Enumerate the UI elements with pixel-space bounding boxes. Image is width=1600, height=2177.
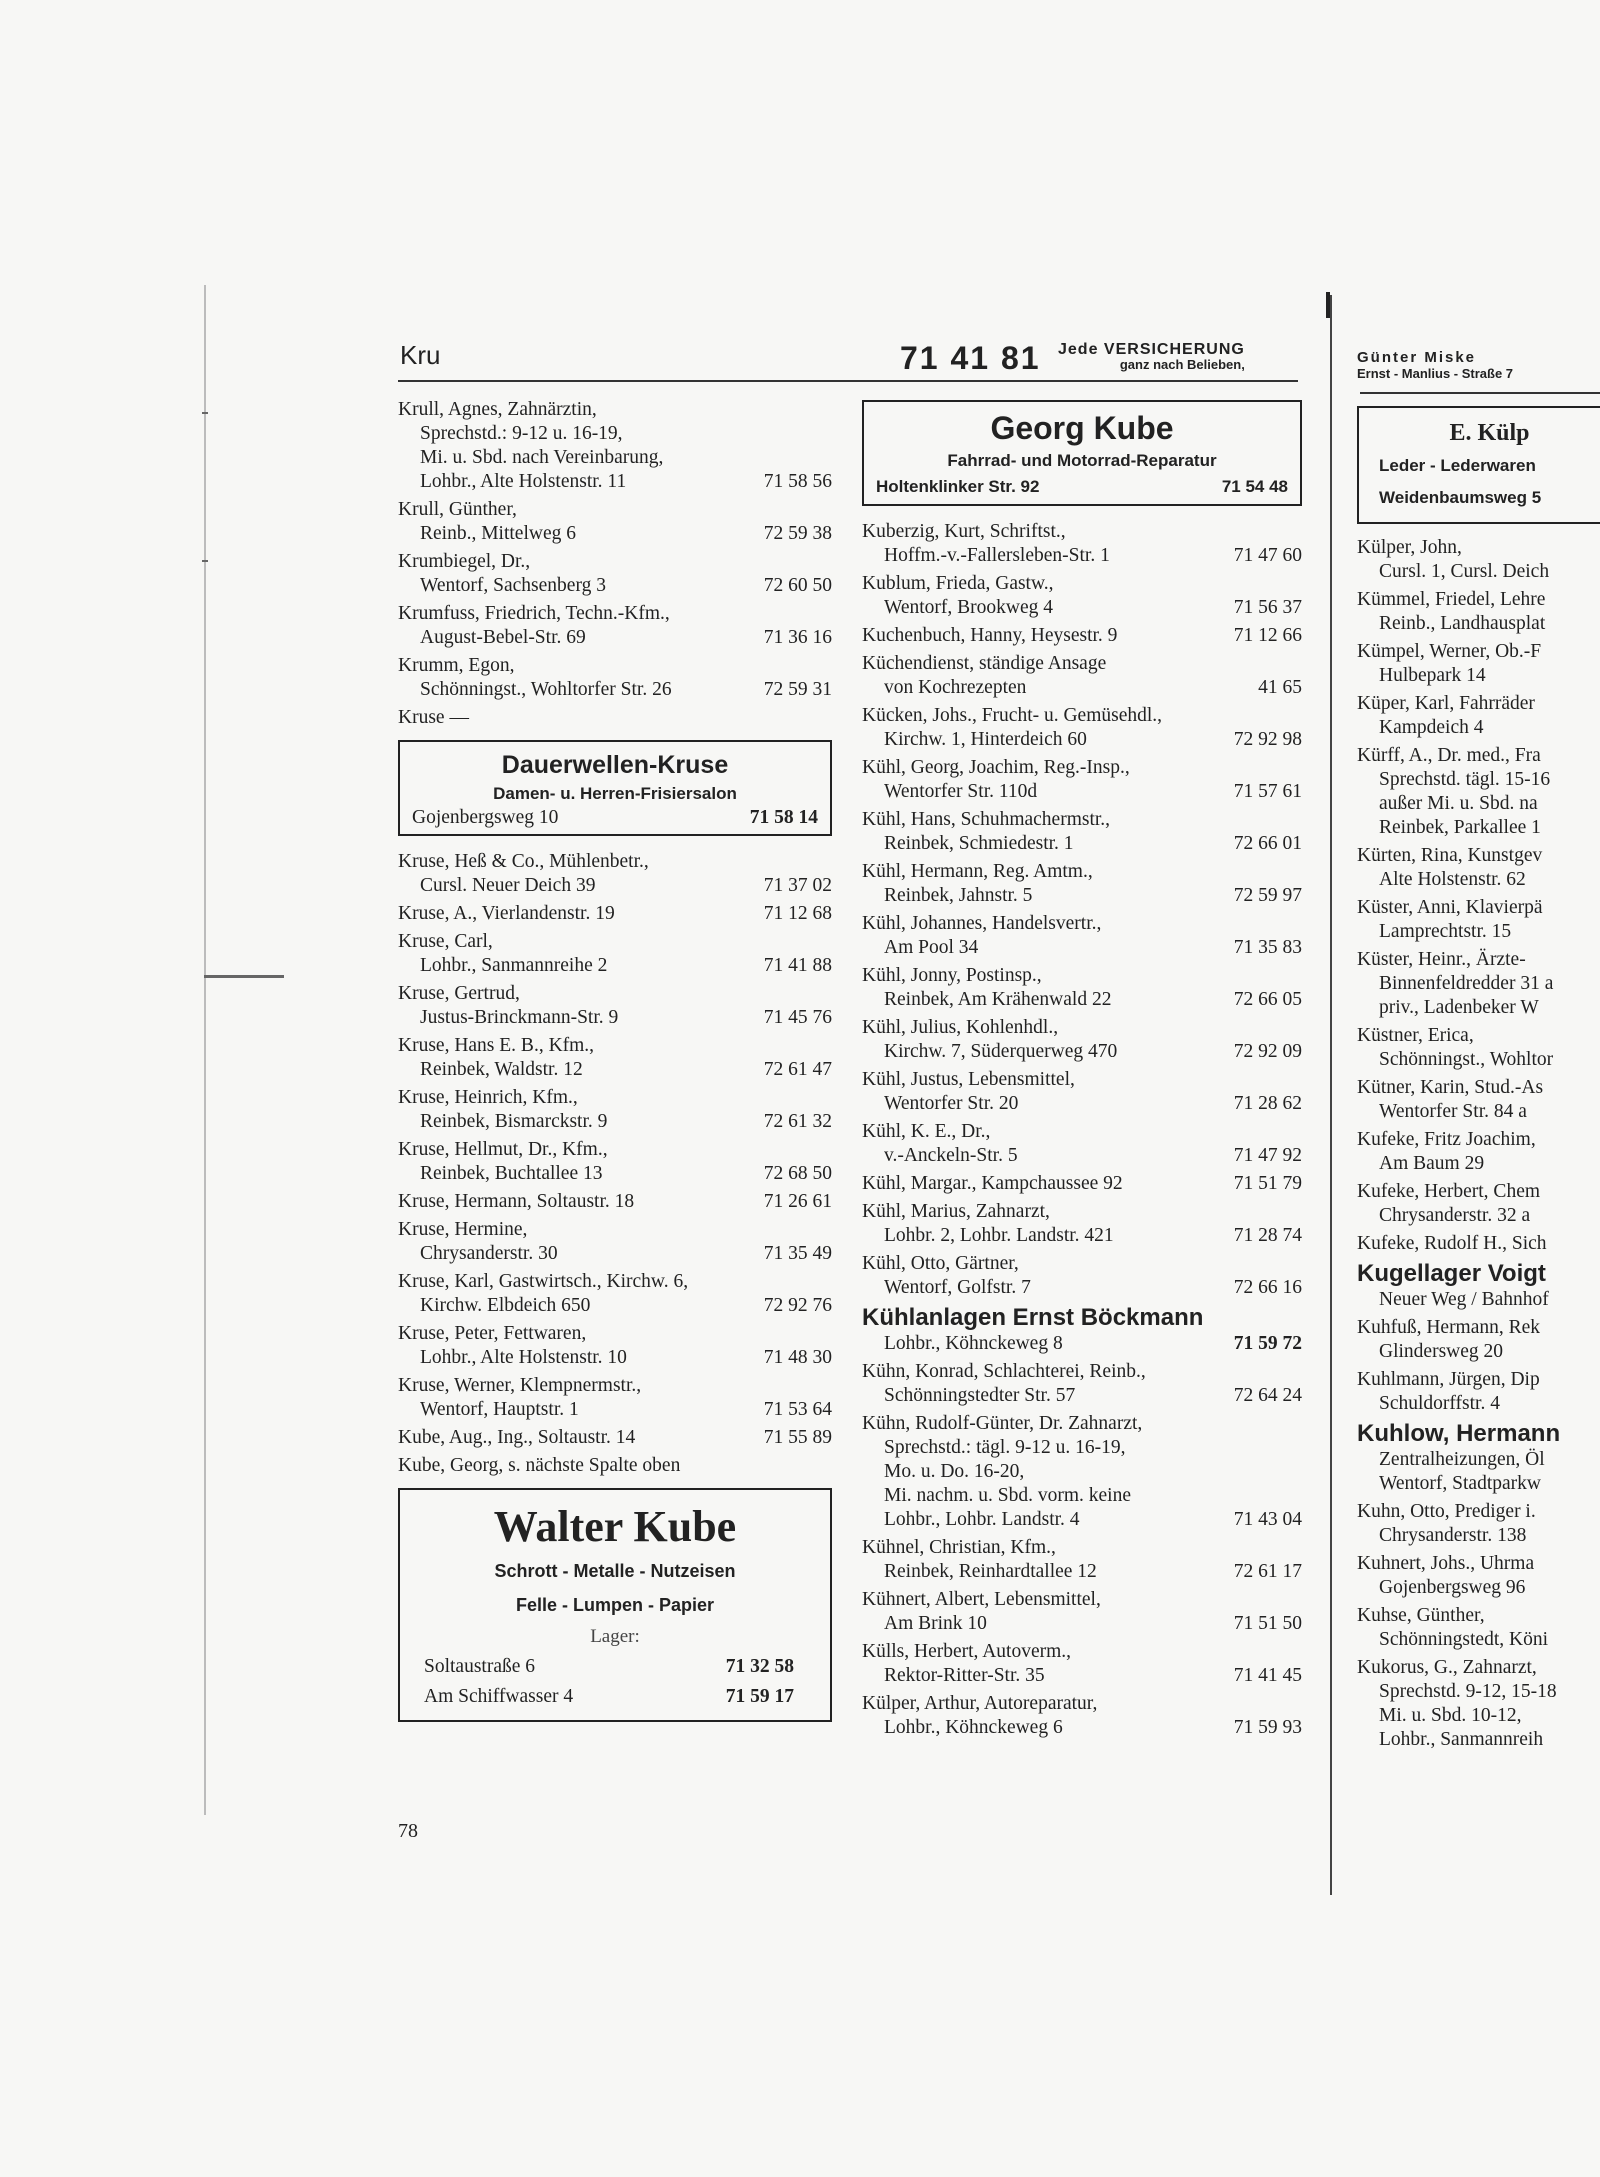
entry-name: Kuhn, Otto, Prediger i. — [1357, 1501, 1536, 1522]
directory-entry — [862, 1172, 1302, 1196]
entry-detail: Hulbepark 14 — [1379, 665, 1486, 686]
entry-detail: Cursl. 1, Cursl. Deich — [1379, 561, 1550, 582]
entry-phone: 71 51 79 — [1233, 1173, 1302, 1194]
entry-name: Küchendienst, ständige Ansage — [862, 653, 1107, 674]
entry-name: Kruse, Hans E. B., Kfm., — [398, 1035, 595, 1056]
listing-line: Wentorf, Stadtparkw — [1379, 1473, 1541, 1494]
entry-detail: Lamprechtstr. 15 — [1379, 921, 1512, 942]
entry-name: Kruse, Hellmut, Dr., Kfm., — [398, 1139, 608, 1160]
directory-entry — [862, 1068, 1302, 1116]
entry-phone: 71 53 64 — [763, 1399, 832, 1420]
directory-entry — [862, 572, 1302, 620]
directory-entry — [398, 1138, 832, 1186]
entry-name: Kufeke, Herbert, Chem — [1357, 1181, 1541, 1202]
entry-name: Kube, Aug., Ing., Soltaustr. 14 — [398, 1427, 636, 1448]
entry-name: Kruse, Hermann, Soltaustr. 18 — [398, 1191, 635, 1212]
entry-name: Kühn, Rudolf-Günter, Dr. Zahnarzt, — [862, 1413, 1143, 1434]
entry-detail: priv., Ladenbeker W — [1379, 997, 1539, 1018]
entry-name: Kühl, Justus, Lebensmittel, — [862, 1069, 1075, 1090]
directory-entry — [398, 1086, 832, 1134]
entry-name: Kube, Georg, s. nächste Spalte oben — [398, 1455, 681, 1476]
entry-name: Kruse, Heß & Co., Mühlenbetr., — [398, 851, 649, 872]
entry-name: Kruse, Hermine, — [398, 1219, 528, 1240]
ad-lager-label: Lager: — [590, 1626, 640, 1647]
entry-phone: 71 41 45 — [1233, 1665, 1302, 1686]
entry-detail: Reinbek, Schmiedestr. 1 — [884, 833, 1074, 854]
entry-name: Kuhnert, Johs., Uhrma — [1357, 1553, 1535, 1574]
entry-phone: 72 59 97 — [1233, 885, 1302, 906]
directory-entry — [398, 1270, 832, 1318]
directory-entry — [862, 704, 1302, 752]
directory-entry — [862, 652, 1302, 700]
entry-name: Krull, Agnes, Zahnärztin, — [398, 399, 597, 420]
entry-phone: 72 92 09 — [1233, 1041, 1302, 1062]
entry-name: Kücken, Johs., Frucht- u. Gemüsehdl., — [862, 705, 1163, 726]
entry-detail: Lohbr., Sanmannreih — [1379, 1729, 1544, 1750]
entry-detail: Glindersweg 20 — [1379, 1341, 1504, 1362]
entry-detail: Reinbek, Buchtallee 13 — [420, 1163, 603, 1184]
entry-name: Kühn, Konrad, Schlachterei, Reinb., — [862, 1361, 1146, 1382]
ad-address: Weidenbaumsweg 5 — [1379, 488, 1542, 507]
entry-detail: Chrysanderstr. 30 — [420, 1243, 558, 1264]
entry-name: Kühnel, Christian, Kfm., — [862, 1537, 1056, 1558]
directory-entry — [862, 808, 1302, 856]
header-ad-line1: Jede VERSICHERUNG — [1058, 341, 1245, 358]
entry-detail: Reinb., Mittelweg 6 — [420, 523, 576, 544]
directory-entry — [398, 398, 832, 494]
entry-name: Kruse, Carl, — [398, 931, 493, 952]
entry-detail: Kirchw. 1, Hinterdeich 60 — [884, 729, 1087, 750]
entry-detail: Kirchw. Elbdeich 650 — [420, 1295, 591, 1316]
entry-phone: 71 57 61 — [1233, 781, 1302, 802]
entry-detail: Lohbr. 2, Lohbr. Landstr. 421 — [884, 1225, 1114, 1246]
entry-name: Kuchenbuch, Hanny, Heysestr. 9 — [862, 625, 1118, 646]
directory-entry — [862, 1360, 1302, 1408]
ad-kuelper — [1357, 406, 1600, 524]
entry-phone: 72 66 16 — [1233, 1277, 1302, 1298]
directory-entry — [398, 930, 832, 978]
entry-phone: 71 48 30 — [763, 1347, 832, 1368]
entry-detail: Schönningst., Wohltor — [1379, 1049, 1554, 1070]
ad-address-row — [864, 474, 1300, 500]
entry-phone: 71 35 83 — [1233, 937, 1302, 958]
listing-title: Kühlanlagen Ernst Böckmann — [862, 1304, 1204, 1331]
directory-entry — [398, 1454, 832, 1478]
entries-b — [862, 1360, 1302, 1740]
directory-entry — [862, 1536, 1302, 1584]
entry-phone: 71 43 04 — [1233, 1509, 1302, 1530]
entries-b — [1357, 1316, 1600, 1416]
entry-phone: 72 59 38 — [763, 523, 832, 544]
scan-artifact — [204, 975, 284, 978]
directory-entry — [1357, 1180, 1600, 1228]
running-header: Kru — [400, 340, 441, 370]
entry-name: Kühl, Otto, Gärtner, — [862, 1253, 1019, 1274]
entry-name: Kruse, Heinrich, Kfm., — [398, 1087, 578, 1108]
listing-line: Zentralheizungen, Öl — [1379, 1449, 1545, 1470]
entry-detail: Reinb., Landhausplat — [1379, 613, 1546, 634]
directory-entry — [398, 1190, 832, 1214]
entry-name: Kühl, Julius, Kohlenhdl., — [862, 1017, 1059, 1038]
directory-entry — [862, 1588, 1302, 1636]
directory-entry — [398, 1034, 832, 1082]
ad-address-row — [400, 806, 830, 830]
directory-entry — [1357, 1232, 1600, 1256]
listing-title: Kugellager Voigt — [1357, 1260, 1546, 1287]
entry-name: Kuhlmann, Jürgen, Dip — [1357, 1369, 1540, 1390]
entry-detail: Lohbr., Alte Holstenstr. 10 — [420, 1347, 627, 1368]
entry-detail: Reinbek, Reinhardtallee 12 — [884, 1561, 1097, 1582]
entry-detail: Chrysanderstr. 138 — [1379, 1525, 1527, 1546]
entry-detail: Wentorf, Golfstr. 7 — [884, 1277, 1031, 1298]
entry-name: Kühnert, Albert, Lebensmittel, — [862, 1589, 1101, 1610]
directory-entry — [862, 1412, 1302, 1532]
entry-phone: 41 65 — [1258, 677, 1302, 698]
ad-walter-kube — [398, 1488, 832, 1722]
header-ad-name: Günter Miske — [1357, 350, 1477, 366]
entry-detail: Mo. u. Do. 16-20, — [884, 1461, 1025, 1482]
entry-name: Kühl, Margar., Kampchaussee 92 — [862, 1173, 1123, 1194]
entry-detail: Am Pool 34 — [884, 937, 979, 958]
entry-detail: Reinbek, Bismarckstr. 9 — [420, 1111, 608, 1132]
directory-entry — [398, 498, 832, 546]
entry-name: Külper, John, — [1357, 537, 1462, 558]
entry-phone: 71 47 60 — [1233, 545, 1302, 566]
entry-name: Kümmel, Friedel, Lehre — [1357, 589, 1546, 610]
entry-phone: 72 61 17 — [1233, 1561, 1302, 1582]
scan-artifact — [202, 560, 208, 562]
entry-detail: Gojenbergsweg 96 — [1379, 1577, 1526, 1598]
entry-detail: Schönningstedt, Köni — [1379, 1629, 1548, 1650]
directory-entry — [862, 1016, 1302, 1064]
entry-name: Krull, Günther, — [398, 499, 517, 520]
entry-name: Kruse, Peter, Fettwaren, — [398, 1323, 587, 1344]
entry-detail: Lohbr., Köhnckeweg 6 — [884, 1717, 1063, 1738]
scan-artifact — [202, 412, 208, 414]
entry-detail: Sprechstd. 9-12, 15-18 — [1379, 1681, 1557, 1702]
entry-detail: Lohbr., Alte Holstenstr. 11 — [420, 471, 627, 492]
directory-entry — [398, 982, 832, 1030]
directory-entry — [398, 1322, 832, 1370]
entry-detail: Reinbek, Waldstr. 12 — [420, 1059, 583, 1080]
entry-name: Kruse, Gertrud, — [398, 983, 520, 1004]
ad-phone: 71 54 48 — [1221, 477, 1288, 496]
ad-georg-kube — [862, 400, 1302, 506]
directory-entry — [398, 550, 832, 598]
entry-phone: 71 37 02 — [763, 875, 832, 896]
entry-detail: v.-Anckeln-Str. 5 — [884, 1145, 1018, 1166]
column-2 — [862, 400, 1302, 1744]
entry-phone: 71 12 68 — [763, 903, 832, 924]
directory-entry — [1357, 844, 1600, 892]
column3-header-ad — [1357, 350, 1600, 382]
entry-name: Kühl, Johannes, Handelsvertr., — [862, 913, 1102, 934]
entry-detail: Sprechstd.: tägl. 9-12 u. 16-19, — [884, 1437, 1126, 1458]
entries-a — [1357, 536, 1600, 1256]
column-1 — [398, 398, 832, 1736]
column-3 — [1357, 350, 1600, 1756]
entry-name: Kühl, Hans, Schuhmachermstr., — [862, 809, 1111, 830]
entry-name: Küster, Anni, Klavierpä — [1357, 897, 1543, 918]
entry-detail: Rektor-Ritter-Str. 35 — [884, 1665, 1045, 1686]
entry-phone: 72 66 01 — [1233, 833, 1302, 854]
ad-address: Holtenklinker Str. 92 — [876, 477, 1040, 496]
directory-entry — [862, 520, 1302, 568]
directory-entry — [1357, 640, 1600, 688]
entries-c — [1357, 1500, 1600, 1752]
directory-entry — [398, 602, 832, 650]
entry-name: Kublum, Frieda, Gastw., — [862, 573, 1054, 594]
entry-phone: 72 60 50 — [763, 575, 832, 596]
listing-line: Neuer Weg / Bahnhof — [1379, 1289, 1549, 1310]
directory-entry — [398, 1374, 832, 1422]
entry-name: Küstner, Erica, — [1357, 1025, 1474, 1046]
listing-address: Lohbr., Köhnckeweg 8 — [884, 1333, 1063, 1354]
entry-detail: Reinbek, Jahnstr. 5 — [884, 885, 1033, 906]
entry-detail: Binnenfeldredder 31 a — [1379, 973, 1554, 994]
ad-row — [400, 1652, 830, 1682]
entry-phone: 71 45 76 — [763, 1007, 832, 1028]
ad-subtitle: Damen- u. Herren-Frisiersalon — [493, 784, 737, 803]
entry-name: Kufeke, Fritz Joachim, — [1357, 1129, 1536, 1150]
entry-detail: Schönningstedter Str. 57 — [884, 1385, 1076, 1406]
directory-entry — [1357, 1316, 1600, 1364]
entry-phone: 71 28 62 — [1233, 1093, 1302, 1114]
entry-detail: Wentorf, Sachsenberg 3 — [420, 575, 606, 596]
entry-detail: Wentorfer Str. 84 a — [1379, 1101, 1527, 1122]
entry-name: Küper, Karl, Fahrräder — [1357, 693, 1535, 714]
entry-detail: außer Mi. u. Sbd. na — [1379, 793, 1538, 814]
entry-detail: Hoffm.-v.-Fallersleben-Str. 1 — [884, 545, 1110, 566]
listing-title: Kuhlow, Hermann — [1357, 1420, 1561, 1447]
entry-phone: 71 56 37 — [1233, 597, 1302, 618]
entry-detail: von Kochrezepten — [884, 677, 1027, 698]
directory-entry — [1357, 1128, 1600, 1176]
entry-phone: 72 61 32 — [763, 1111, 832, 1132]
entry-name: Kuberzig, Kurt, Schriftst., — [862, 521, 1066, 542]
directory-entry — [398, 654, 832, 702]
entry-detail: Reinbek, Am Krähenwald 22 — [884, 989, 1112, 1010]
directory-entry — [862, 756, 1302, 804]
entry-name: Kukorus, G., Zahnarzt, — [1357, 1657, 1537, 1678]
ad-title: E. Külp — [1449, 420, 1530, 446]
header-ad-address: Ernst - Manlius - Straße 7 — [1357, 366, 1514, 381]
directory-entry — [1357, 1500, 1600, 1548]
entry-detail: Mi. nachm. u. Sbd. vorm. keine — [884, 1485, 1131, 1506]
directory-entry — [1357, 1024, 1600, 1072]
entries-top — [398, 398, 832, 730]
entry-name: Kuhse, Günther, — [1357, 1605, 1485, 1626]
entry-phone: 72 64 24 — [1233, 1385, 1302, 1406]
directory-entry — [862, 964, 1302, 1012]
directory-entry — [398, 1218, 832, 1266]
ad-title: Walter Kube — [493, 1502, 737, 1551]
entry-phone: 71 35 49 — [763, 1243, 832, 1264]
entry-phone: 72 61 47 — [763, 1059, 832, 1080]
directory-entry — [398, 1426, 832, 1450]
entry-detail: Justus-Brinckmann-Str. 9 — [420, 1007, 619, 1028]
ad-title: Georg Kube — [990, 410, 1174, 446]
directory-entry — [1357, 1604, 1600, 1652]
header-ad-line2: ganz nach Belieben, — [1119, 357, 1245, 372]
scan-edge — [204, 285, 206, 1815]
entry-phone: 71 28 74 — [1233, 1225, 1302, 1246]
ad-dauerwellen-kruse — [398, 740, 832, 836]
entry-detail: Am Baum 29 — [1379, 1153, 1485, 1174]
header-insurance-ad — [1058, 342, 1245, 371]
entry-phone: 72 68 50 — [763, 1163, 832, 1184]
directory-entry — [398, 706, 832, 730]
entry-name: Krumfuss, Friedrich, Techn.-Kfm., — [398, 603, 670, 624]
entry-phone: 71 51 50 — [1233, 1613, 1302, 1634]
entry-phone: 71 41 88 — [763, 955, 832, 976]
listing-kuhlow — [1357, 1420, 1600, 1496]
entry-detail: Schönningst., Wohltorfer Str. 26 — [420, 679, 672, 700]
entry-detail: Mi. u. Sbd. nach Vereinbarung, — [420, 447, 664, 468]
entry-name: Kühl, Jonny, Postinsp., — [862, 965, 1042, 986]
entry-detail: August-Bebel-Str. 69 — [420, 627, 586, 648]
directory-entry — [1357, 588, 1600, 636]
directory-entry — [1357, 1368, 1600, 1416]
entry-detail: Chrysanderstr. 32 a — [1379, 1205, 1531, 1226]
page-divider — [1330, 295, 1332, 1895]
entries-a — [862, 520, 1302, 1300]
entry-phone: 72 59 31 — [763, 679, 832, 700]
entry-detail: Lohbr., Lohbr. Landstr. 4 — [884, 1509, 1080, 1530]
entry-phone: 71 26 61 — [763, 1191, 832, 1212]
ad-line: Schrott - Metalle - Nutzeisen — [494, 1561, 736, 1581]
directory-entry — [1357, 744, 1600, 840]
entry-detail: Wentorf, Brookweg 4 — [884, 597, 1054, 618]
entries-bottom — [398, 850, 832, 1478]
ad-phone: 71 59 17 — [725, 1686, 794, 1707]
directory-entry — [862, 1692, 1302, 1740]
ad-address: Am Schiffwasser 4 — [424, 1686, 574, 1707]
directory-entry — [1357, 692, 1600, 740]
entry-name: Kümpel, Werner, Ob.-F — [1357, 641, 1542, 662]
ad-line: Felle - Lumpen - Papier — [515, 1595, 715, 1615]
entry-name: Kruse, Karl, Gastwirtsch., Kirchw. 6, — [398, 1271, 689, 1292]
directory-entry — [862, 1120, 1302, 1168]
entry-name: Krumm, Egon, — [398, 655, 515, 676]
entry-detail: Kampdeich 4 — [1379, 717, 1484, 738]
header-phone-ad: 71 41 81 — [900, 340, 1041, 376]
ad-subtitle: Fahrrad- und Motorrad-Reparatur — [947, 451, 1217, 470]
entry-phone: 72 92 98 — [1233, 729, 1302, 750]
entry-detail: Wentorfer Str. 110d — [884, 781, 1038, 802]
entry-detail: Alte Holstenstr. 62 — [1379, 869, 1526, 890]
entry-phone: 71 36 16 — [763, 627, 832, 648]
entry-name: Kütner, Karin, Stud.-As — [1357, 1077, 1544, 1098]
entry-name: Kürten, Rina, Kunstgev — [1357, 845, 1543, 866]
header-rule — [398, 380, 1298, 382]
entry-phone: 71 58 56 — [763, 471, 832, 492]
entry-detail: Wentorf, Hauptstr. 1 — [420, 1399, 579, 1420]
directory-entry — [1357, 1076, 1600, 1124]
entry-phone: 71 12 66 — [1233, 625, 1302, 646]
directory-entry — [862, 624, 1302, 648]
entry-name: Kühl, Marius, Zahnarzt, — [862, 1201, 1050, 1222]
entry-phone: 71 59 93 — [1233, 1717, 1302, 1738]
ad-address: Soltaustraße 6 — [424, 1656, 536, 1677]
ad-address: Gojenbergsweg 10 — [412, 807, 559, 828]
directory-entry — [1357, 536, 1600, 584]
entry-detail: Sprechstd.: 9-12 u. 16-19, — [420, 423, 623, 444]
ad-row — [400, 1682, 830, 1712]
directory-entry — [862, 1200, 1302, 1248]
ad-phone: 71 58 14 — [749, 807, 818, 828]
directory-entry — [862, 1252, 1302, 1300]
directory-entry — [1357, 896, 1600, 944]
entry-detail: Lohbr., Sanmannreihe 2 — [420, 955, 608, 976]
entry-name: Kürff, A., Dr. med., Fra — [1357, 745, 1541, 766]
entry-detail: Schuldorffstr. 4 — [1379, 1393, 1500, 1414]
entry-detail: Am Brink 10 — [884, 1613, 987, 1634]
entry-detail: Sprechstd. tägl. 15-16 — [1379, 769, 1551, 790]
entry-phone: 72 92 76 — [763, 1295, 832, 1316]
entry-name: Kühl, K. E., Dr., — [862, 1121, 991, 1142]
entry-detail: Cursl. Neuer Deich 39 — [420, 875, 596, 896]
entry-name: Kühl, Hermann, Reg. Amtm., — [862, 861, 1093, 882]
directory-entry — [1357, 948, 1600, 1020]
listing-kugellager — [1357, 1260, 1600, 1312]
ad-phone: 71 32 58 — [725, 1656, 794, 1677]
directory-entry — [398, 850, 832, 898]
directory-entry — [1357, 1656, 1600, 1752]
ad-subtitle: Leder - Lederwaren — [1379, 456, 1536, 475]
entry-phone: 71 47 92 — [1233, 1145, 1302, 1166]
entry-phone: 72 66 05 — [1233, 989, 1302, 1010]
entry-name: Kruse, A., Vierlandenstr. 19 — [398, 903, 615, 924]
directory-entry — [1357, 1552, 1600, 1600]
entry-name: Kruse — — [398, 707, 469, 728]
directory-entry — [862, 912, 1302, 960]
listing-phone: 71 59 72 — [1233, 1333, 1302, 1354]
directory-entry — [862, 860, 1302, 908]
entry-detail: Wentorfer Str. 20 — [884, 1093, 1019, 1114]
ad-title: Dauerwellen-Kruse — [501, 751, 729, 779]
listing-kuehlanlagen — [862, 1304, 1302, 1356]
entry-name: Külper, Arthur, Autoreparatur, — [862, 1693, 1098, 1714]
entry-name: Kruse, Werner, Klempnermstr., — [398, 1375, 642, 1396]
entry-detail: Reinbek, Parkallee 1 — [1379, 817, 1541, 838]
entry-phone: 71 55 89 — [763, 1427, 832, 1448]
entry-detail: Mi. u. Sbd. 10-12, — [1379, 1705, 1522, 1726]
page-number: 78 — [398, 1820, 418, 1842]
entry-name: Küster, Heinr., Ärzte- — [1357, 949, 1526, 970]
entry-detail: Kirchw. 7, Süderquerweg 470 — [884, 1041, 1118, 1062]
entry-name: Kuhfuß, Hermann, Rek — [1357, 1317, 1541, 1338]
directory-entry — [862, 1640, 1302, 1688]
entry-name: Kühl, Georg, Joachim, Reg.-Insp., — [862, 757, 1130, 778]
entry-name: Kufeke, Rudolf H., Sich — [1357, 1233, 1547, 1254]
directory-entry — [398, 902, 832, 926]
entry-name: Krumbiegel, Dr., — [398, 551, 531, 572]
entry-name: Külls, Herbert, Autoverm., — [862, 1641, 1072, 1662]
